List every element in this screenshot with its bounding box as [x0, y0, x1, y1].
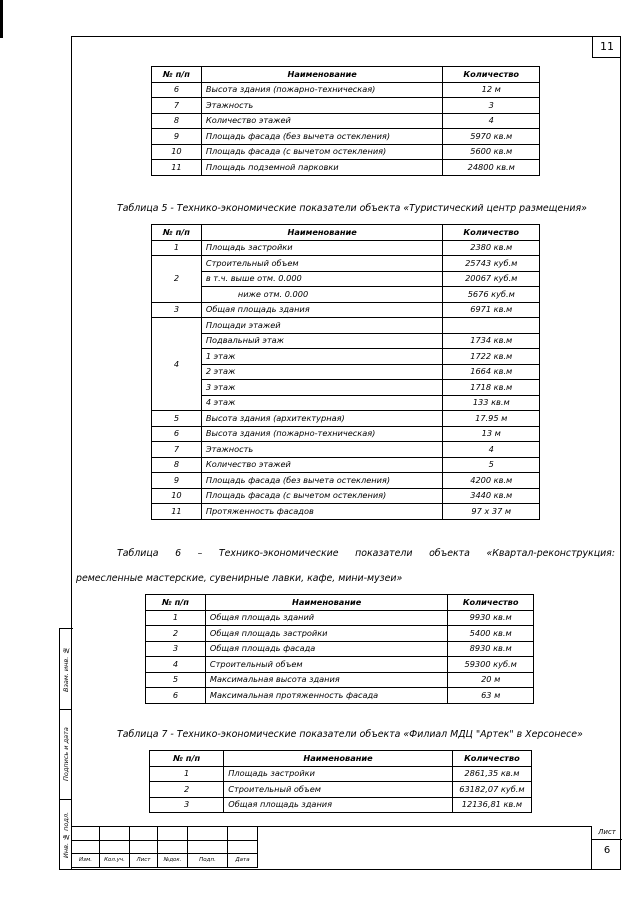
cell-quantity: 1722 кв.м [443, 349, 540, 365]
cell-quantity: 6971 кв.м [443, 302, 540, 318]
cell-quantity: 5676 куб.м [443, 287, 540, 303]
header-name: Наименование [224, 751, 453, 767]
stamp-column-label: Кол.уч. [100, 854, 130, 868]
cell-quantity: 25743 куб.м [443, 256, 540, 272]
cell-name: Площадь застройки [201, 240, 443, 256]
table-6-caption-line1: Таблица 6 – Технико-экономические показатели объекта «Квартал-реконструкция: [117, 548, 615, 559]
stamp-grid [71, 826, 258, 868]
cell-name: Площадь застройки [224, 766, 453, 782]
cell-name: 2 этаж [201, 364, 443, 380]
cell-number: 4 [146, 657, 206, 673]
cell-name: Максимальная протяженность фасада [205, 688, 447, 704]
table-row [152, 442, 540, 458]
binding-label-replace-inv: Взам. инв. № [62, 646, 70, 692]
cell-name: 4 этаж [201, 395, 443, 411]
cell-name: ниже отм. 0.000 [201, 287, 443, 303]
cell-number: 3 [146, 641, 206, 657]
table-row [152, 113, 540, 129]
header-name: Наименование [201, 67, 443, 83]
cell-quantity: 5 [443, 457, 540, 473]
cell-quantity: 4 [443, 442, 540, 458]
cell-number: 9 [152, 473, 202, 489]
table-row [146, 688, 534, 704]
header-quantity: Количество [448, 595, 534, 611]
cell-name: Площадь фасада (без вычета остекления) [201, 473, 443, 489]
header-quantity: Количество [443, 67, 540, 83]
cell-number: 7 [152, 442, 202, 458]
cell-quantity: 63 м [448, 688, 534, 704]
sheet-number: 6 [603, 845, 611, 856]
table-row [152, 349, 540, 365]
cell-name: Общая площадь застройки [205, 626, 447, 642]
cell-quantity: 1734 кв.м [443, 333, 540, 349]
cell-name: Строительный объем [205, 657, 447, 673]
cell-name: Строительный объем [201, 256, 443, 272]
stamp-column-label: №док. [158, 854, 188, 868]
cell-name: Площадь фасада (без вычета остекления) [201, 129, 443, 145]
table-row [152, 380, 540, 396]
sheet-label: Лист [592, 828, 622, 840]
cell-number: 3 [152, 302, 202, 318]
cell-number: 9 [152, 129, 202, 145]
title-block-stamp [71, 826, 621, 870]
cell-name: Площадь подземной парковки [201, 160, 443, 176]
cell-name: 3 этаж [201, 380, 443, 396]
header-quantity: Количество [443, 225, 540, 241]
table-row [152, 287, 540, 303]
cell-name: 1 этаж [201, 349, 443, 365]
cell-number: 3 [150, 797, 224, 813]
stamp-column-label: Подп. [188, 854, 228, 868]
table-row [152, 160, 540, 176]
table-row [146, 626, 534, 642]
cell-number: 8 [152, 457, 202, 473]
table-4-continuation [151, 66, 540, 176]
table-row [152, 473, 540, 489]
cell-number: 6 [146, 688, 206, 704]
table-row [152, 488, 540, 504]
table-row [150, 782, 532, 798]
cell-number: 6 [152, 426, 202, 442]
table-row [146, 657, 534, 673]
cell-number: 5 [152, 411, 202, 427]
cell-number: 10 [152, 488, 202, 504]
cell-number: 11 [152, 160, 202, 176]
table-header-row [150, 751, 532, 767]
cell-name: Высота здания (архитектурная) [201, 411, 443, 427]
header-number: № п/п [152, 67, 202, 83]
table-row [150, 797, 532, 813]
table-row [152, 411, 540, 427]
cell-quantity: 3 [443, 98, 540, 114]
cell-quantity: 8930 кв.м [448, 641, 534, 657]
table-row [152, 318, 540, 334]
cell-quantity: 63182,07 куб.м [452, 782, 531, 798]
header-number: № п/п [150, 751, 224, 767]
table-5-caption: Таблица 5 - Технико-экономические показатели объекта «Туристический центр размещения» [117, 203, 587, 214]
table-row [152, 144, 540, 160]
cell-number: 2 [146, 626, 206, 642]
table-row [152, 271, 540, 287]
table-row [152, 333, 540, 349]
cell-quantity: 1664 кв.м [443, 364, 540, 380]
table-header-row [152, 225, 540, 241]
cell-quantity: 5600 кв.м [443, 144, 540, 160]
cell-quantity: 133 кв.м [443, 395, 540, 411]
cell-name: Строительный объем [224, 782, 453, 798]
cell-quantity: 1718 кв.м [443, 380, 540, 396]
cell-number: 4 [152, 318, 202, 411]
cell-number: 11 [152, 504, 202, 520]
table-row [146, 641, 534, 657]
table-header-row [152, 67, 540, 83]
binding-label-inv-original: Инв. № подл. [62, 811, 70, 859]
header-number: № п/п [152, 225, 202, 241]
cell-number: 1 [150, 766, 224, 782]
sheet-box [591, 826, 621, 870]
page-number: 11 [592, 36, 621, 58]
cell-quantity: 59300 куб.м [448, 657, 534, 673]
cell-name: Общая площадь зданий [205, 610, 447, 626]
cell-quantity: 12136,81 кв.м [452, 797, 531, 813]
top-margin-line [0, 0, 3, 38]
cell-number: 10 [152, 144, 202, 160]
cell-number: 1 [152, 240, 202, 256]
cell-name: Этажность [201, 98, 443, 114]
cell-number: 2 [150, 782, 224, 798]
cell-number: 6 [152, 82, 202, 98]
table-row [152, 426, 540, 442]
table-row [152, 82, 540, 98]
cell-name: Максимальная высота здания [205, 672, 447, 688]
table-row [152, 129, 540, 145]
cell-name: Общая площадь здания [224, 797, 453, 813]
cell-quantity: 5970 кв.м [443, 129, 540, 145]
cell-number: 8 [152, 113, 202, 129]
binding-label-signature-date: Подпись и дата [62, 727, 70, 781]
cell-name: Площадь фасада (с вычетом остекления) [201, 488, 443, 504]
cell-name: Общая площадь фасада [205, 641, 447, 657]
header-name: Наименование [205, 595, 447, 611]
cell-name: Количество этажей [201, 457, 443, 473]
cell-name: Высота здания (пожарно-техническая) [201, 426, 443, 442]
cell-quantity: 20067 куб.м [443, 271, 540, 287]
table-row [152, 98, 540, 114]
table-6-caption-line2: ремесленные мастерские, сувенирные лавки, кафе, мини-музеи» [76, 573, 403, 584]
table-row [152, 240, 540, 256]
cell-quantity: 5400 кв.м [448, 626, 534, 642]
cell-quantity: 12 м [443, 82, 540, 98]
cell-quantity: 2861,35 кв.м [452, 766, 531, 782]
table-7-caption: Таблица 7 - Технико-экономические показатели объекта «Филиал МДЦ "Артек" в Херсонесе» [117, 729, 583, 740]
cell-quantity [443, 318, 540, 334]
cell-quantity: 2380 кв.м [443, 240, 540, 256]
cell-quantity: 97 х 37 м [443, 504, 540, 520]
table-row [152, 395, 540, 411]
cell-name: в т.ч. выше отм. 0.000 [201, 271, 443, 287]
stamp-column-label: Дата [228, 854, 258, 868]
cell-name: Площади этажей [201, 318, 443, 334]
cell-name: Площадь фасада (с вычетом остекления) [201, 144, 443, 160]
cell-quantity: 3440 кв.м [443, 488, 540, 504]
cell-quantity: 9930 кв.м [448, 610, 534, 626]
table-row [152, 256, 540, 272]
table-6 [145, 594, 534, 704]
header-name: Наименование [201, 225, 443, 241]
cell-name: Высота здания (пожарно-техническая) [201, 82, 443, 98]
table-row [152, 457, 540, 473]
table-row [146, 610, 534, 626]
cell-quantity: 24800 кв.м [443, 160, 540, 176]
cell-quantity: 20 м [448, 672, 534, 688]
table-row [152, 364, 540, 380]
cell-number: 1 [146, 610, 206, 626]
table-row [152, 302, 540, 318]
table-7 [149, 750, 532, 813]
table-header-row [146, 595, 534, 611]
table-row [150, 766, 532, 782]
cell-number: 2 [152, 256, 202, 303]
table-row [146, 672, 534, 688]
cell-number: 7 [152, 98, 202, 114]
header-quantity: Количество [452, 751, 531, 767]
table-row [152, 504, 540, 520]
cell-quantity: 4200 кв.м [443, 473, 540, 489]
table-5 [151, 224, 540, 520]
cell-name: Общая площадь здания [201, 302, 443, 318]
stamp-column-label: Изм. [72, 854, 100, 868]
header-number: № п/п [146, 595, 206, 611]
cell-name: Количество этажей [201, 113, 443, 129]
cell-quantity: 13 м [443, 426, 540, 442]
cell-name: Протяженность фасадов [201, 504, 443, 520]
cell-name: Подвальный этаж [201, 333, 443, 349]
cell-quantity: 17.95 м [443, 411, 540, 427]
cell-name: Этажность [201, 442, 443, 458]
cell-number: 5 [146, 672, 206, 688]
cell-quantity: 4 [443, 113, 540, 129]
stamp-column-label: Лист [130, 854, 158, 868]
